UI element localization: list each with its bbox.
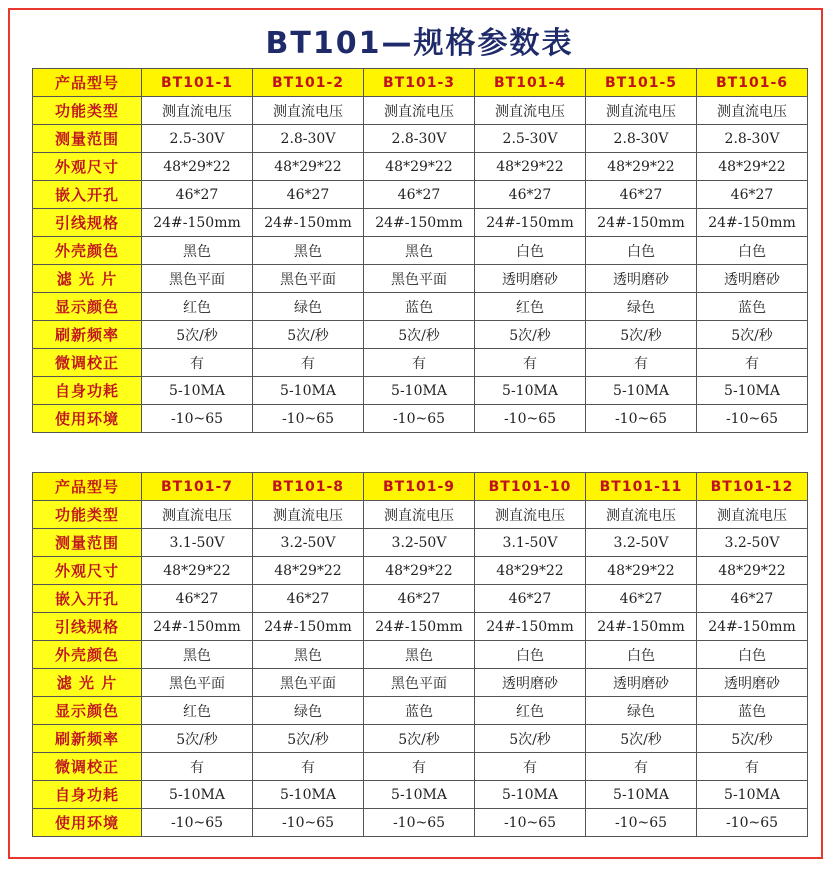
row-label: 使用环境	[33, 405, 142, 433]
spec-cell: 有	[253, 349, 364, 377]
spec-cell: 测直流电压	[475, 97, 586, 125]
spec-cell: 46*27	[364, 585, 475, 613]
row-label: 微调校正	[33, 349, 142, 377]
spec-cell: 蓝色	[697, 697, 808, 725]
spec-cell: 测直流电压	[364, 501, 475, 529]
spec-cell: 黑色平面	[364, 669, 475, 697]
spec-cell: 5-10MA	[475, 781, 586, 809]
model-cell: BT101-4	[475, 69, 586, 97]
spec-cell: 测直流电压	[697, 501, 808, 529]
spec-cell: 有	[586, 349, 697, 377]
model-cell: BT101-9	[364, 473, 475, 501]
spec-cell: 48*29*22	[364, 557, 475, 585]
spec-cell: 测直流电压	[586, 97, 697, 125]
spec-cell: 46*27	[697, 585, 808, 613]
spec-cell: 2.5-30V	[475, 125, 586, 153]
spec-cell: 5-10MA	[586, 377, 697, 405]
model-cell: BT101-1	[142, 69, 253, 97]
row-label: 滤 光 片	[33, 669, 142, 697]
model-cell: BT101-5	[586, 69, 697, 97]
table-row	[33, 321, 808, 349]
spec-cell: 测直流电压	[586, 501, 697, 529]
spec-cell: 24#-150mm	[142, 209, 253, 237]
spec-cell: 黑色	[364, 237, 475, 265]
spec-cell: 24#-150mm	[586, 613, 697, 641]
row-label: 使用环境	[33, 809, 142, 837]
table-row	[33, 237, 808, 265]
spec-cell: -10~65	[253, 405, 364, 433]
table-row	[33, 349, 808, 377]
row-label: 引线规格	[33, 613, 142, 641]
spec-cell: 3.2-50V	[697, 529, 808, 557]
row-label: 自身功耗	[33, 781, 142, 809]
row-label: 产品型号	[33, 473, 142, 501]
spec-cell: 黑色平面	[253, 265, 364, 293]
spec-cell: 5次/秒	[697, 321, 808, 349]
spec-cell: 透明磨砂	[586, 669, 697, 697]
model-cell: BT101-8	[253, 473, 364, 501]
spec-cell: 测直流电压	[142, 501, 253, 529]
table-row	[33, 725, 808, 753]
spec-cell: -10~65	[697, 809, 808, 837]
spec-cell: 24#-150mm	[253, 209, 364, 237]
spec-cell: 5次/秒	[697, 725, 808, 753]
spec-cell: -10~65	[253, 809, 364, 837]
table-row	[33, 501, 808, 529]
spec-cell: 有	[586, 753, 697, 781]
spec-cell: 白色	[586, 237, 697, 265]
spec-cell: 有	[475, 349, 586, 377]
spec-cell: 48*29*22	[586, 153, 697, 181]
spec-cell: 46*27	[364, 181, 475, 209]
row-label: 功能类型	[33, 97, 142, 125]
row-label: 嵌入开孔	[33, 181, 142, 209]
spec-cell: 5次/秒	[253, 321, 364, 349]
model-cell: BT101-10	[475, 473, 586, 501]
spec-cell: 48*29*22	[142, 153, 253, 181]
spec-cell: 5-10MA	[586, 781, 697, 809]
spec-cell: 48*29*22	[475, 557, 586, 585]
model-cell: BT101-3	[364, 69, 475, 97]
spec-table-1	[32, 68, 808, 433]
table-row	[33, 153, 808, 181]
spec-cell: 5-10MA	[253, 781, 364, 809]
spec-cell: 红色	[475, 697, 586, 725]
spec-cell: 测直流电压	[253, 501, 364, 529]
row-label: 测量范围	[33, 529, 142, 557]
spec-cell: 24#-150mm	[142, 613, 253, 641]
model-header-row	[33, 473, 808, 501]
spec-cell: 3.1-50V	[142, 529, 253, 557]
table-row	[33, 181, 808, 209]
spec-cell: 透明磨砂	[697, 669, 808, 697]
table-row	[33, 125, 808, 153]
row-label: 测量范围	[33, 125, 142, 153]
table-row	[33, 753, 808, 781]
model-cell: BT101-12	[697, 473, 808, 501]
spec-cell: 蓝色	[364, 697, 475, 725]
spec-cell: 测直流电压	[697, 97, 808, 125]
spec-cell: 有	[142, 753, 253, 781]
spec-cell: 48*29*22	[142, 557, 253, 585]
spec-cell: 46*27	[475, 181, 586, 209]
spec-cell: 48*29*22	[586, 557, 697, 585]
spec-cell: 有	[253, 753, 364, 781]
spec-cell: -10~65	[364, 405, 475, 433]
spec-cell: 5-10MA	[364, 377, 475, 405]
row-label: 功能类型	[33, 501, 142, 529]
spec-cell: 黑色平面	[364, 265, 475, 293]
spec-cell: -10~65	[475, 405, 586, 433]
spec-cell: 测直流电压	[364, 97, 475, 125]
spec-cell: 透明磨砂	[475, 669, 586, 697]
row-label: 自身功耗	[33, 377, 142, 405]
spec-cell: 3.2-50V	[364, 529, 475, 557]
spec-cell: 蓝色	[364, 293, 475, 321]
spec-cell: -10~65	[586, 809, 697, 837]
spec-cell: 5次/秒	[142, 321, 253, 349]
spec-cell: 5次/秒	[364, 725, 475, 753]
spec-cell: 红色	[142, 293, 253, 321]
spec-cell: 绿色	[586, 697, 697, 725]
spec-cell: 46*27	[475, 585, 586, 613]
row-label: 刷新频率	[33, 321, 142, 349]
row-label: 显示颜色	[33, 697, 142, 725]
row-label: 滤 光 片	[33, 265, 142, 293]
spec-cell: -10~65	[697, 405, 808, 433]
spec-cell: 测直流电压	[142, 97, 253, 125]
table-row	[33, 781, 808, 809]
spec-cell: 2.5-30V	[142, 125, 253, 153]
spec-cell: 5次/秒	[586, 725, 697, 753]
spec-cell: 48*29*22	[697, 557, 808, 585]
spec-cell: -10~65	[586, 405, 697, 433]
spec-cell: 24#-150mm	[475, 209, 586, 237]
spec-cell: 白色	[697, 237, 808, 265]
spec-cell: 2.8-30V	[253, 125, 364, 153]
spec-table-2	[32, 472, 808, 837]
spec-cell: 2.8-30V	[586, 125, 697, 153]
table-row	[33, 97, 808, 125]
spec-cell: -10~65	[364, 809, 475, 837]
table-row	[33, 669, 808, 697]
spec-cell: 有	[475, 753, 586, 781]
spec-cell: 黑色平面	[142, 265, 253, 293]
row-label: 刷新频率	[33, 725, 142, 753]
spec-cell: -10~65	[142, 405, 253, 433]
spec-cell: 24#-150mm	[475, 613, 586, 641]
spec-cell: 2.8-30V	[364, 125, 475, 153]
model-cell: BT101-11	[586, 473, 697, 501]
model-header-row	[33, 69, 808, 97]
spec-cell: 绿色	[253, 293, 364, 321]
spec-cell: 24#-150mm	[586, 209, 697, 237]
row-label: 外壳颜色	[33, 641, 142, 669]
table-row	[33, 809, 808, 837]
spec-cell: 48*29*22	[364, 153, 475, 181]
row-label: 产品型号	[33, 69, 142, 97]
row-label: 微调校正	[33, 753, 142, 781]
spec-cell: 5-10MA	[697, 377, 808, 405]
spec-cell: 5-10MA	[475, 377, 586, 405]
spec-cell: 5次/秒	[364, 321, 475, 349]
table-row	[33, 613, 808, 641]
spec-cell: 24#-150mm	[697, 209, 808, 237]
spec-cell: 5次/秒	[586, 321, 697, 349]
table-row	[33, 585, 808, 613]
spec-cell: 蓝色	[697, 293, 808, 321]
table-row	[33, 265, 808, 293]
spec-cell: 白色	[475, 237, 586, 265]
spec-cell: 46*27	[253, 585, 364, 613]
page-title: BT101—规格参数表	[265, 26, 574, 61]
spec-cell: 48*29*22	[253, 153, 364, 181]
spec-cell: 有	[697, 753, 808, 781]
spec-cell: 24#-150mm	[253, 613, 364, 641]
model-cell: BT101-7	[142, 473, 253, 501]
spec-cell: 5-10MA	[253, 377, 364, 405]
table-row	[33, 529, 808, 557]
spec-cell: 透明磨砂	[475, 265, 586, 293]
spec-cell: 46*27	[142, 181, 253, 209]
spec-cell: 5次/秒	[253, 725, 364, 753]
spec-cell: 透明磨砂	[586, 265, 697, 293]
spec-cell: -10~65	[142, 809, 253, 837]
spec-cell: 46*27	[697, 181, 808, 209]
spec-cell: 黑色	[253, 641, 364, 669]
table-row	[33, 377, 808, 405]
spec-cell: 白色	[697, 641, 808, 669]
spec-cell: 透明磨砂	[697, 265, 808, 293]
spec-cell: 24#-150mm	[364, 209, 475, 237]
spec-cell: 黑色	[253, 237, 364, 265]
spec-cell: 5-10MA	[364, 781, 475, 809]
spec-cell: 白色	[586, 641, 697, 669]
spec-cell: 测直流电压	[475, 501, 586, 529]
spec-cell: 绿色	[586, 293, 697, 321]
spec-cell: 3.2-50V	[253, 529, 364, 557]
table-row	[33, 697, 808, 725]
table-row	[33, 641, 808, 669]
spec-cell: 5-10MA	[697, 781, 808, 809]
row-label: 嵌入开孔	[33, 585, 142, 613]
spec-cell: 24#-150mm	[697, 613, 808, 641]
spec-cell: 5-10MA	[142, 377, 253, 405]
spec-cell: 黑色平面	[142, 669, 253, 697]
spec-cell: 5-10MA	[142, 781, 253, 809]
spec-cell: 有	[697, 349, 808, 377]
row-label: 显示颜色	[33, 293, 142, 321]
spec-cell: 24#-150mm	[364, 613, 475, 641]
spec-cell: 5次/秒	[475, 321, 586, 349]
spec-cell: 46*27	[586, 181, 697, 209]
model-cell: BT101-6	[697, 69, 808, 97]
spec-cell: 有	[364, 753, 475, 781]
spec-cell: 48*29*22	[475, 153, 586, 181]
row-label: 引线规格	[33, 209, 142, 237]
spec-cell: 测直流电压	[253, 97, 364, 125]
spec-cell: 46*27	[142, 585, 253, 613]
spec-cell: 红色	[475, 293, 586, 321]
spec-cell: 5次/秒	[142, 725, 253, 753]
spec-cell: 46*27	[253, 181, 364, 209]
spec-cell: 有	[364, 349, 475, 377]
spec-cell: 3.1-50V	[475, 529, 586, 557]
spec-cell: 5次/秒	[475, 725, 586, 753]
spec-cell: 46*27	[586, 585, 697, 613]
spec-cell: 绿色	[253, 697, 364, 725]
table-row	[33, 209, 808, 237]
spec-cell: 白色	[475, 641, 586, 669]
spec-cell: 有	[142, 349, 253, 377]
spec-cell: 3.2-50V	[586, 529, 697, 557]
spec-cell: 红色	[142, 697, 253, 725]
row-label: 外观尺寸	[33, 557, 142, 585]
spec-cell: 48*29*22	[697, 153, 808, 181]
spec-cell: 48*29*22	[253, 557, 364, 585]
row-label: 外壳颜色	[33, 237, 142, 265]
model-cell: BT101-2	[253, 69, 364, 97]
row-label: 外观尺寸	[33, 153, 142, 181]
spec-cell: 黑色	[142, 237, 253, 265]
spec-cell: 黑色平面	[253, 669, 364, 697]
table-row	[33, 557, 808, 585]
table-row	[33, 293, 808, 321]
spec-cell: 黑色	[364, 641, 475, 669]
spec-cell: -10~65	[475, 809, 586, 837]
table-row	[33, 405, 808, 433]
spec-cell: 黑色	[142, 641, 253, 669]
spec-cell: 2.8-30V	[697, 125, 808, 153]
